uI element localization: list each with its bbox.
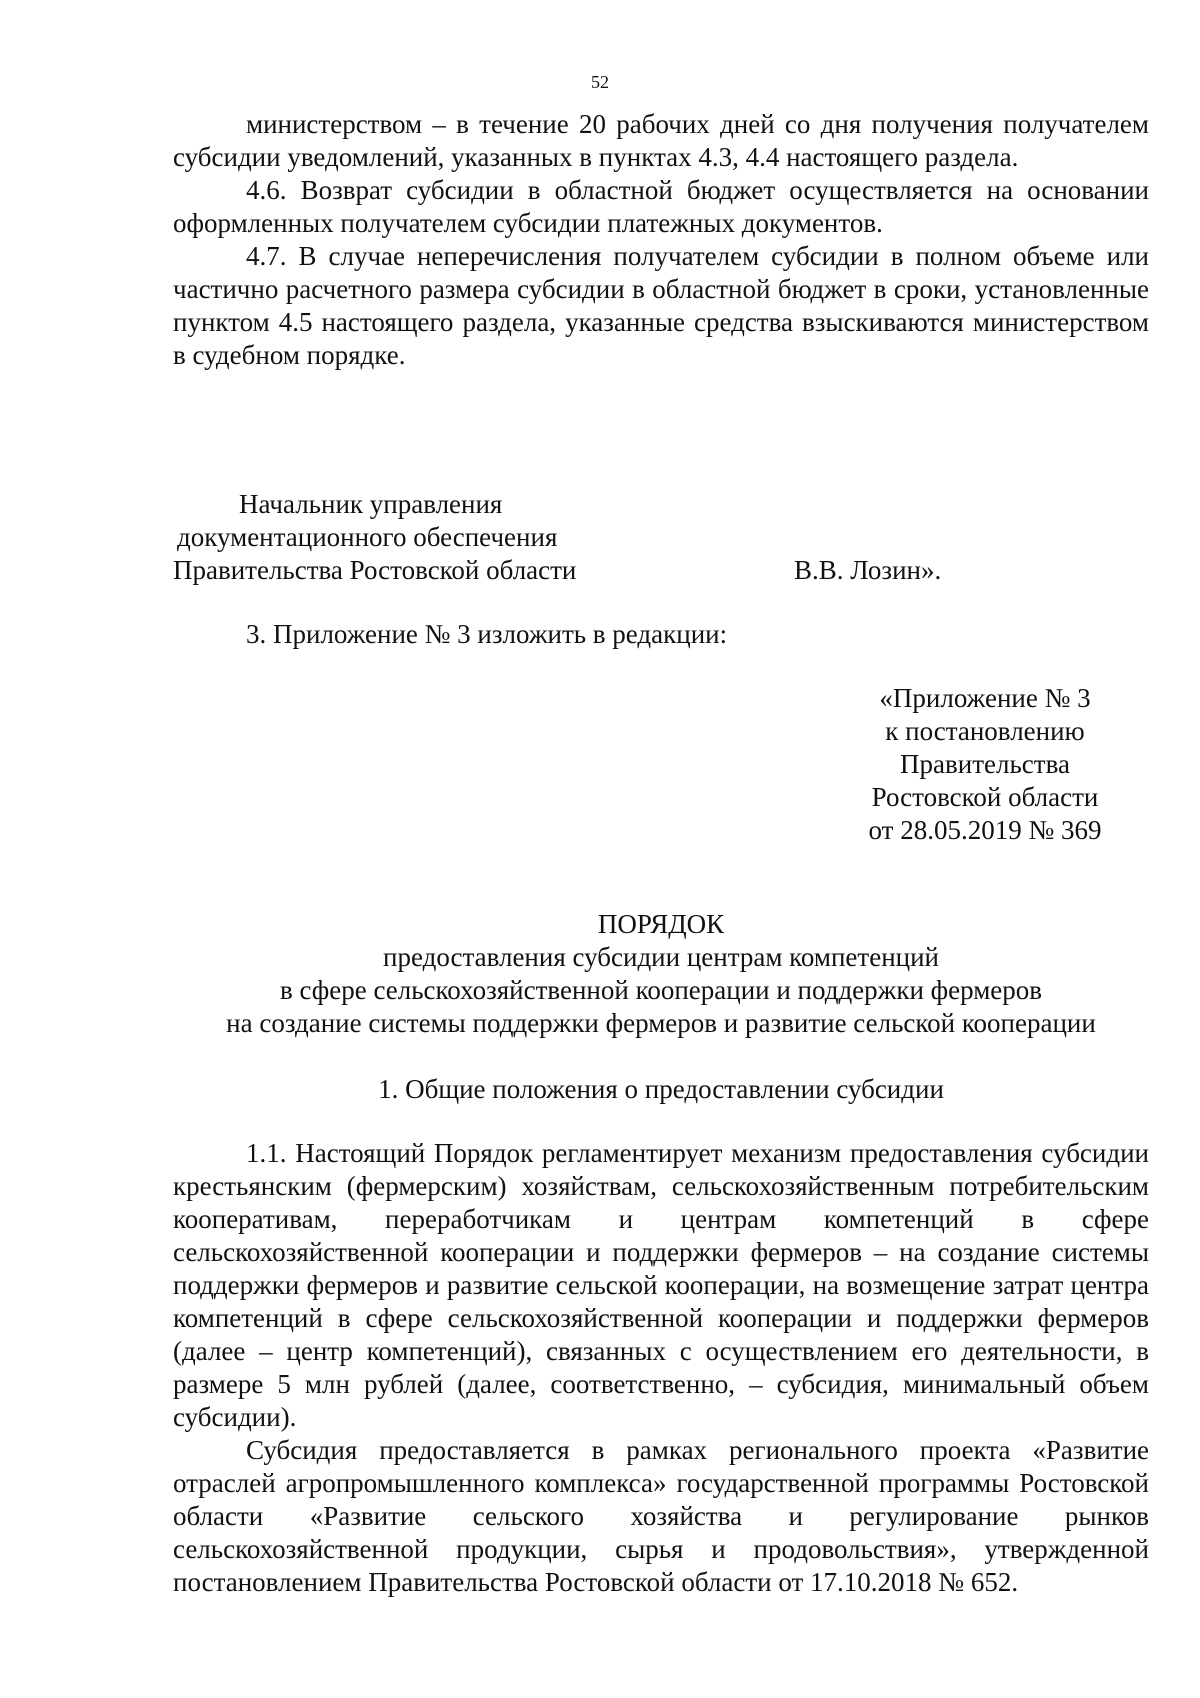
- annex-line: к постановлению: [885, 716, 1085, 746]
- document-title: [173, 908, 1149, 1040]
- title-heading: ПОРЯДОК: [597, 909, 725, 939]
- title-line: в сфере сельскохозяйственной кооперации и поддержки фермеров: [279, 975, 1043, 1005]
- signature-title-line1: Начальник управления: [239, 489, 503, 519]
- signature-title-line3: Правительства Ростовской области: [173, 555, 577, 585]
- annex-line: от 28.05.2019 № 369: [868, 815, 1102, 845]
- annex-header: [820, 682, 1150, 847]
- section1-body: [173, 1137, 1149, 1599]
- annex-line: «Приложение № 3: [879, 683, 1091, 713]
- paragraph: 1.1. Настоящий Порядок регламентирует механизм предоставления субсидии крестьянским (фермерским) хозяйствам, сельскохозяйственным потребительским кооперативам, переработчикам и центрам компетенций в сфере сельскохозяйственной кооперации и поддержки фермеров – на создание системы поддержки фермеров и развитие сельской кооперации, на возмещение затрат центра компетенций в сфере сельскохозяйственной кооперации и поддержки фермеров (далее – центр компетенций), связанных с осуществлением его деятельности, в размере 5 млн рублей (далее, соответственно, – субсидия, минимальный объем субсидии).: [173, 1138, 1149, 1432]
- page-number: 52: [591, 72, 609, 92]
- annex-line: Правительства: [900, 749, 1070, 779]
- annex-line: Ростовской области: [871, 782, 1099, 812]
- paragraph: министерством – в течение 20 рабочих дней со дня получения получателем субсидии уведомлений, указанных в пунктах 4.3, 4.4 настоящего раздела.: [173, 109, 1149, 172]
- section4-tail: [173, 108, 1149, 372]
- paragraph: 4.7. В случае неперечисления получателем субсидии в полном объеме или частично расчетного размера субсидии в областной бюджет в сроки, установленные пунктом 4.5 настоящего раздела, указанные средства взыскиваются министерством в судебном порядке.: [173, 241, 1149, 370]
- signature-title-line2: документационного обеспечения: [177, 522, 558, 552]
- section1-heading: 1. Общие положения о предоставлении субсидии: [378, 1074, 944, 1104]
- signature-name: В.В. Лозин».: [794, 555, 942, 585]
- paragraph: Субсидия предоставляется в рамках регионального проекта «Развитие отраслей агропромышленного комплекса» государственной программы Ростовской области «Развитие сельского хозяйства и регулирование рынков сельскохозяйственной продукции, сырья и продовольствия», утвержденной постановлением Правительства Ростовской области от 17.10.2018 № 652.: [173, 1435, 1149, 1597]
- title-line: на создание системы поддержки фермеров и развитие сельской кооперации: [226, 1008, 1096, 1038]
- paragraph: 4.6. Возврат субсидии в областной бюджет осуществляется на основании оформленных получателем субсидии платежных документов.: [173, 175, 1149, 238]
- item-3: 3. Приложение № 3 изложить в редакции:: [246, 619, 728, 649]
- title-line: предоставления субсидии центрам компетенций: [383, 942, 939, 972]
